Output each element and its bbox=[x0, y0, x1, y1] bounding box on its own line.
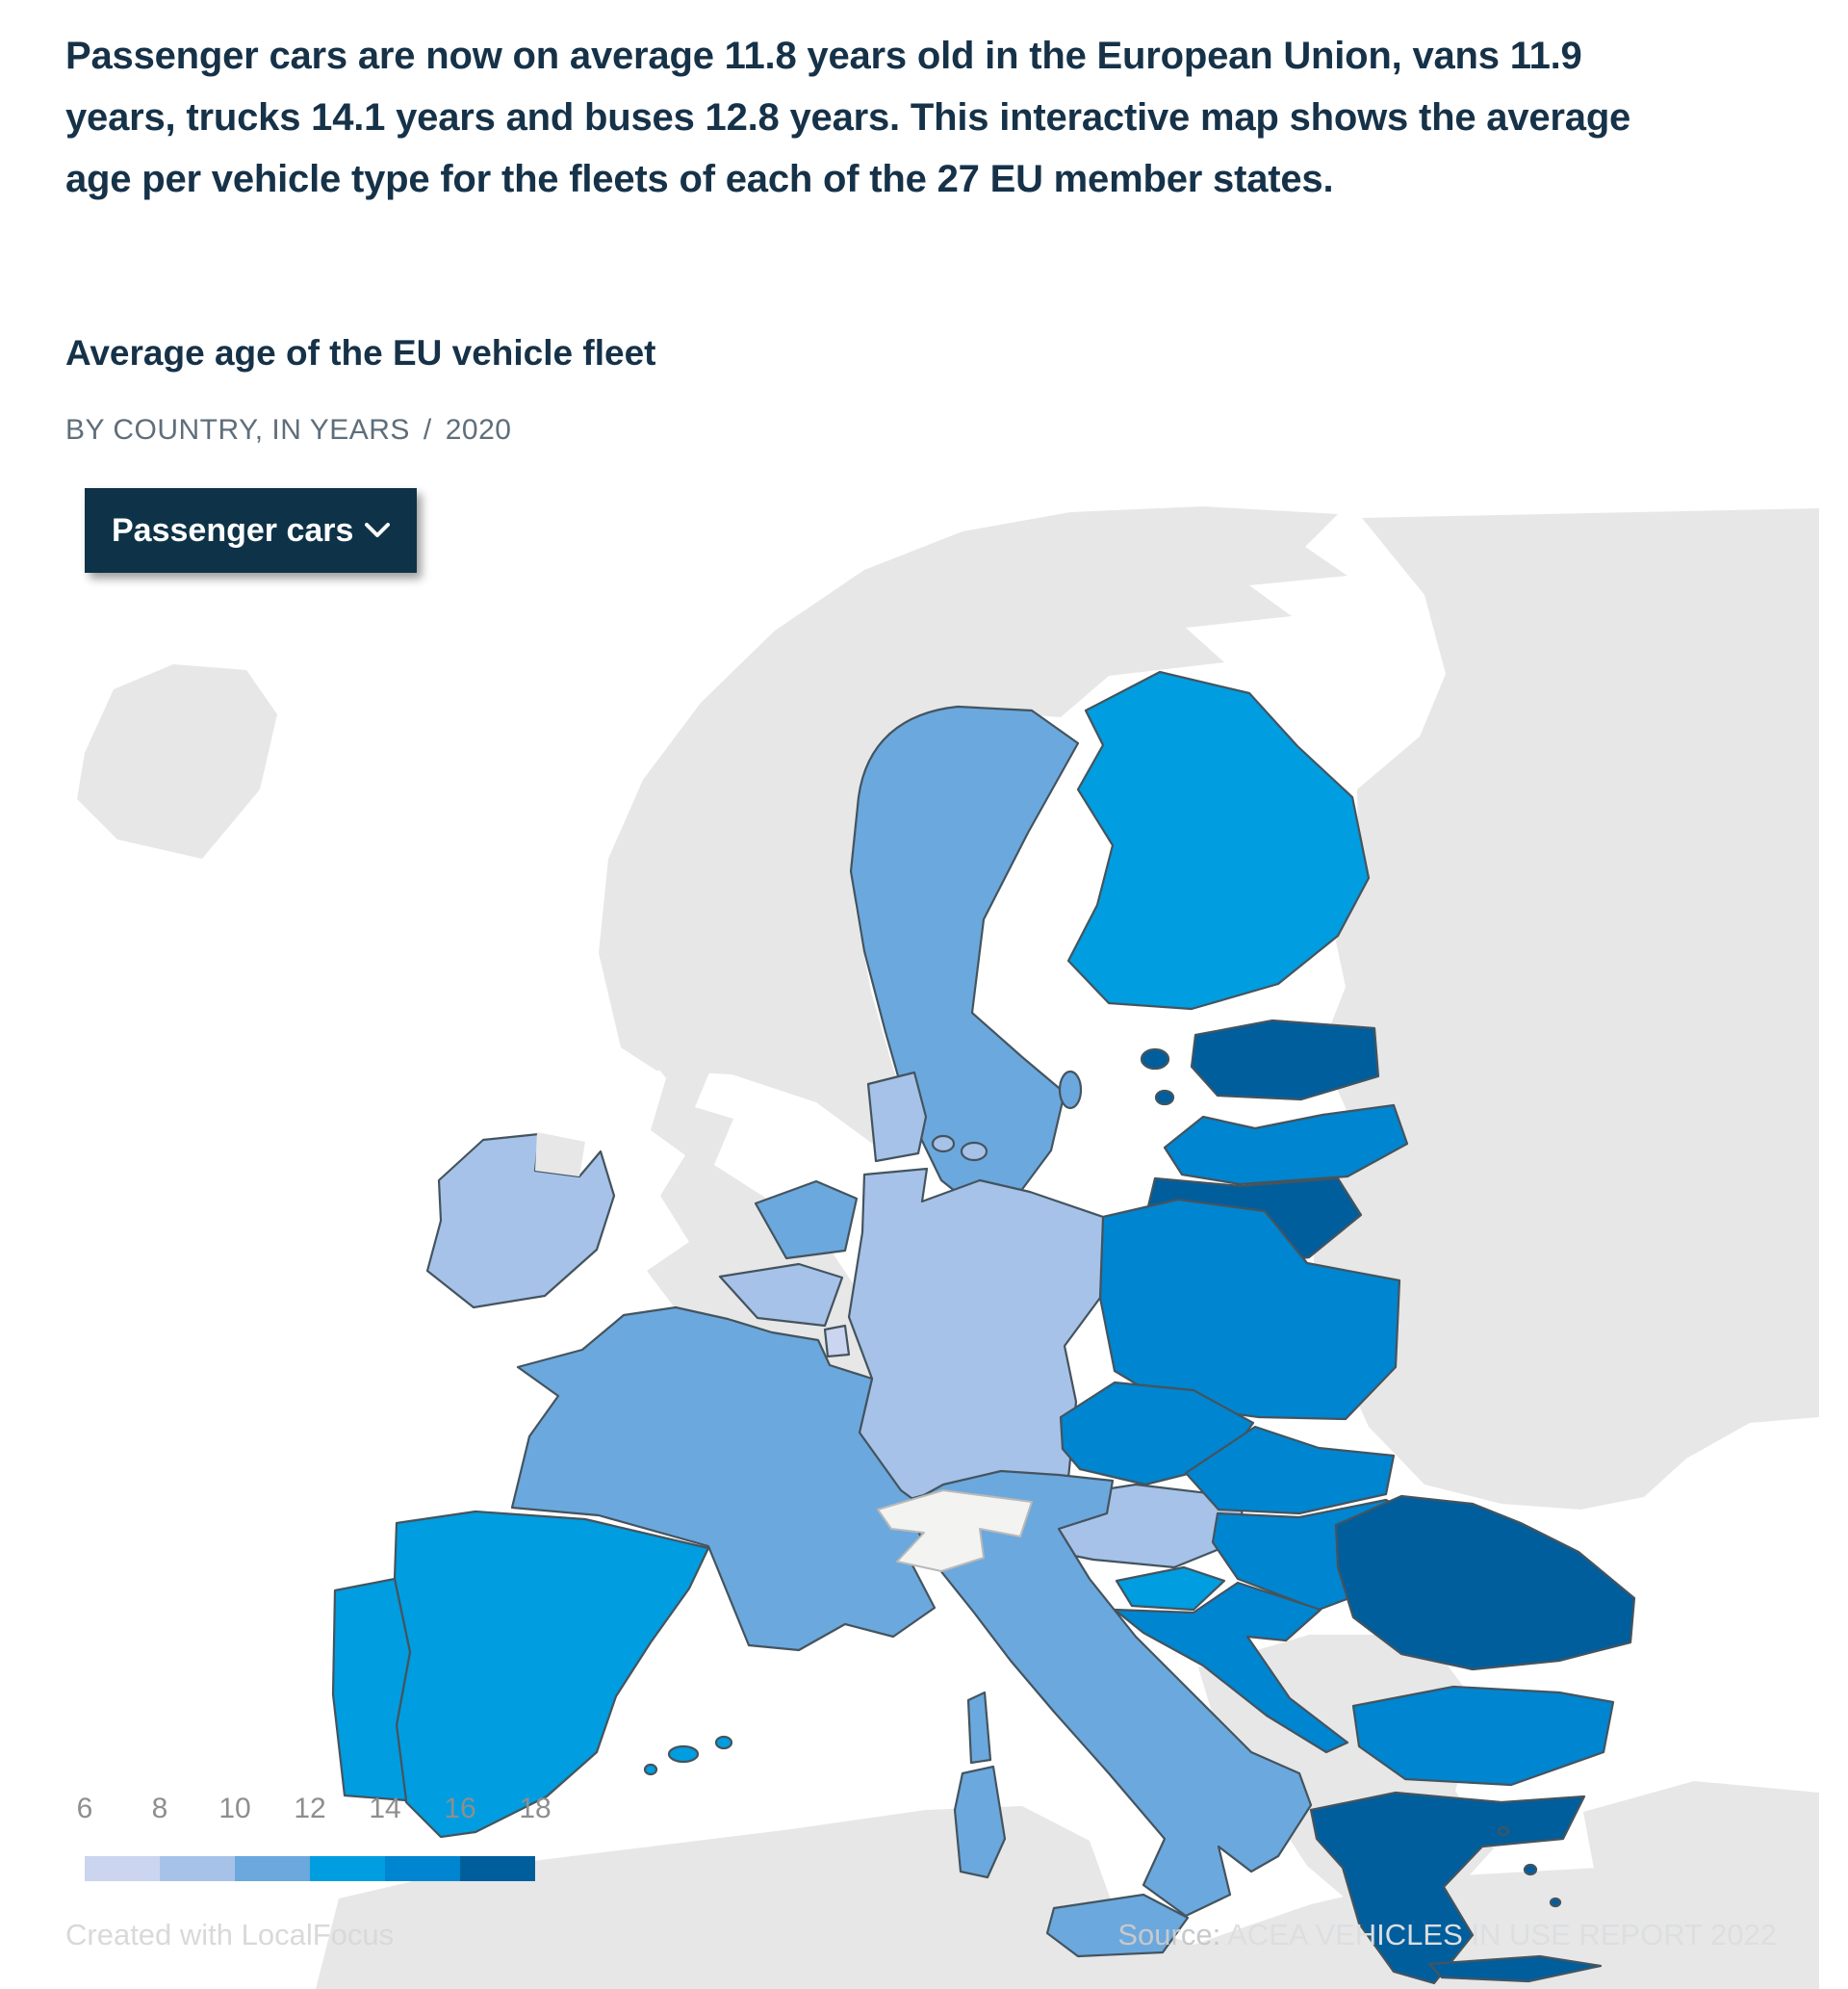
intro-line: Passenger cars are now on average 11.8 years old in the European Union, vans 11.9 bbox=[65, 35, 1582, 77]
map-island-corsica[interactable] bbox=[968, 1692, 990, 1763]
landmass-iceland bbox=[77, 664, 277, 859]
map-island-aegean[interactable] bbox=[1551, 1899, 1560, 1906]
map-island-hiiumaa[interactable] bbox=[1156, 1091, 1173, 1104]
legend-tick: 14 bbox=[369, 1793, 401, 1824]
legend-segment bbox=[385, 1856, 460, 1881]
map-island-zealand[interactable] bbox=[962, 1143, 987, 1160]
map-country-portugal[interactable] bbox=[333, 1579, 410, 1800]
map-island-menorca[interactable] bbox=[716, 1737, 732, 1748]
map-island-ibiza[interactable] bbox=[645, 1765, 656, 1774]
chart-title: Average age of the EU vehicle fleet bbox=[65, 333, 656, 373]
legend-tick: 18 bbox=[519, 1793, 552, 1824]
legend-segment bbox=[160, 1856, 235, 1881]
map-island-aegean[interactable] bbox=[1499, 1827, 1508, 1835]
credit-text: Created with LocalFocus bbox=[65, 1918, 395, 1951]
legend-tick: 10 bbox=[218, 1793, 251, 1824]
intro-paragraph bbox=[65, 25, 1798, 210]
map-country-bulgaria[interactable] bbox=[1353, 1687, 1613, 1785]
source-text bbox=[1117, 1918, 1777, 1952]
legend-tick: 12 bbox=[294, 1793, 326, 1824]
source-label: Source: bbox=[1117, 1918, 1221, 1951]
legend-ticks bbox=[76, 1793, 552, 1833]
source-value: ACEA VEHICLES IN USE REPORT 2022 bbox=[1227, 1918, 1777, 1951]
legend-segment bbox=[235, 1856, 310, 1881]
map-island-mallorca[interactable] bbox=[669, 1746, 698, 1762]
chart-year: 2020 bbox=[445, 414, 512, 446]
europe-map bbox=[58, 501, 1819, 1989]
vehicle-type-selected-label: Passenger cars bbox=[112, 511, 354, 549]
map-country-denmark[interactable] bbox=[868, 1072, 926, 1161]
subtitle-separator: / bbox=[423, 414, 432, 446]
intro-line: years, trucks 14.1 years and buses 12.8 years. This interactive map shows the average bbox=[65, 96, 1631, 139]
map-island-gotland[interactable] bbox=[1060, 1072, 1081, 1108]
map-country-luxembourg[interactable] bbox=[825, 1326, 849, 1356]
map-island-funen[interactable] bbox=[933, 1136, 954, 1151]
chart-subtitle-text: BY COUNTRY, IN YEARS bbox=[65, 414, 410, 446]
legend-segment bbox=[460, 1856, 535, 1881]
map-island-aegean[interactable] bbox=[1525, 1865, 1536, 1874]
legend-tick: 8 bbox=[151, 1793, 168, 1824]
map-legend bbox=[76, 1793, 552, 1881]
map-country-germany[interactable] bbox=[849, 1169, 1103, 1508]
intro-line: age per vehicle type for the fleets of each of the 27 EU member states. bbox=[65, 158, 1334, 200]
legend-segment bbox=[85, 1856, 160, 1881]
landmass-northern-ireland bbox=[535, 1132, 585, 1176]
map-island-saaremaa[interactable] bbox=[1142, 1049, 1168, 1069]
legend-tick: 16 bbox=[444, 1793, 476, 1824]
map-country-spain[interactable] bbox=[395, 1511, 708, 1837]
legend-segment bbox=[310, 1856, 385, 1881]
choropleth-svg bbox=[58, 501, 1819, 1989]
map-country-finland[interactable] bbox=[1068, 672, 1369, 1009]
legend-tick: 6 bbox=[76, 1793, 93, 1824]
legend-bar bbox=[85, 1856, 535, 1881]
chart-subtitle bbox=[65, 414, 512, 447]
map-country-ireland[interactable] bbox=[427, 1134, 614, 1307]
